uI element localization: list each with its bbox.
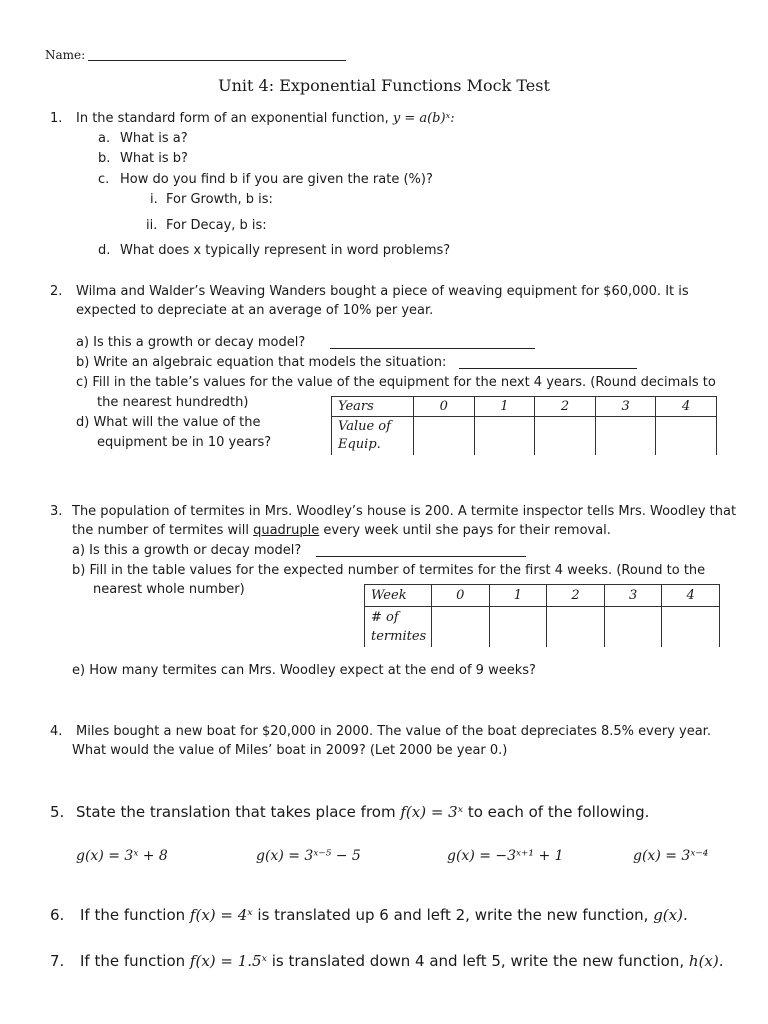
q2-table-cell: 2 [535, 397, 596, 417]
q3-line1: The population of termites in Mrs. Woodley’s house is 200. A termite inspector tells Mrs. Woodley that [72, 504, 737, 519]
q2-table-input-cell[interactable] [414, 417, 475, 455]
q5-text [76, 803, 649, 821]
q3-number: 3. [50, 504, 63, 519]
q4-line1: Miles bought a new boat for $20,000 in 2000. The value of the boat depreciates 8.5% every year. [76, 724, 711, 739]
q3-table-cell: 0 [432, 585, 490, 607]
q3-table-value-row [365, 607, 720, 647]
q6-text-pre: If the function [80, 906, 186, 924]
q3-table-input-cell[interactable] [489, 607, 547, 647]
q5-function: f(x) = 3ˣ [400, 803, 464, 821]
q3-table-input-cell[interactable] [547, 607, 605, 647]
q5-option-1: g(x) = 3ˣ + 8 [76, 848, 168, 864]
q3-table [364, 584, 720, 647]
q2a-answer-line[interactable] [330, 348, 535, 349]
q7-text [80, 952, 724, 970]
q6-text-post: is translated up 6 and left 2, write the new function, [257, 906, 649, 924]
q5-option-4: g(x) = 3ˣ⁻⁴ [633, 848, 709, 864]
q3-table-cell: Week [365, 585, 432, 607]
q1-stem: In the standard form of an exponential function, [76, 111, 389, 126]
q3-table-header-row [365, 585, 720, 607]
q2a-text: a) Is this a growth or decay model? [76, 335, 306, 350]
q3e-text: e) How many termites can Mrs. Woodley expect at the end of 9 weeks? [72, 663, 536, 678]
q3-table-cell: 2 [547, 585, 605, 607]
q3-line2-underlined: quadruple [253, 523, 320, 538]
q3a-answer-line[interactable] [316, 556, 526, 557]
q3-table-row-label [365, 607, 432, 647]
q6-text [80, 906, 688, 924]
q6-function: f(x) = 4ˣ [189, 906, 253, 924]
q3-line2 [72, 523, 611, 538]
q1cii-label: ii. [146, 218, 158, 233]
q3-table-input-cell[interactable] [432, 607, 490, 647]
q2-table [331, 396, 717, 455]
q1c-label: c. [98, 172, 110, 187]
q6-target-function: g(x). [653, 906, 688, 924]
q2-table-cell: Years [332, 397, 414, 417]
q1-formula: y = a(b)ˣ: [392, 111, 455, 126]
q1ci-text: For Growth, b is: [166, 192, 273, 207]
q2-table-input-cell[interactable] [474, 417, 535, 455]
q2-line1: Wilma and Walder’s Weaving Wanders bought a piece of weaving equipment for $60,000. It is [76, 284, 689, 299]
q7-target-function: h(x). [688, 952, 724, 970]
q2-table-row-label [332, 417, 414, 455]
q2d-line1: d) What will the value of the [76, 415, 261, 430]
q2b-text: b) Write an algebraic equation that models the situation: [76, 355, 447, 370]
q2c-line1: c) Fill in the table’s values for the value of the equipment for the next 4 years. (Round decimals to [76, 375, 716, 390]
q3-table-cell: 3 [604, 585, 662, 607]
q2-table-cell: 1 [474, 397, 535, 417]
q4-line2: What would the value of Miles’ boat in 2009? (Let 2000 be year 0.) [72, 743, 508, 758]
q7-function: f(x) = 1.5ˣ [189, 952, 267, 970]
q4-number: 4. [50, 724, 63, 739]
q7-text-post: is translated down 4 and left 5, write the new function, [271, 952, 685, 970]
q1d-label: d. [98, 243, 111, 258]
q2-table-row-label-line2: Equip. [338, 436, 381, 452]
q6-number: 6. [50, 906, 65, 924]
q3-table-cell: 1 [489, 585, 547, 607]
q3-table-input-cell[interactable] [662, 607, 720, 647]
q2c-line2: the nearest hundredth) [97, 395, 249, 410]
name-label: Name: [45, 48, 86, 62]
q2b-answer-line[interactable] [459, 368, 637, 369]
q2-table-cell: 4 [656, 397, 717, 417]
q1d-text: What does x typically represent in word problems? [120, 243, 451, 258]
q2-table-row-label-line1: Value of [338, 418, 391, 434]
q3b-line1: b) Fill in the table values for the expected number of termites for the first 4 weeks. (Round to the [72, 563, 706, 578]
q2-table-cell: 3 [595, 397, 656, 417]
q3-table-row-label-line1: # of [371, 609, 399, 625]
q3b-line2: nearest whole number) [93, 582, 245, 597]
q1b-label: b. [98, 151, 111, 166]
q2-table-header-row [332, 397, 717, 417]
q2-table-value-row [332, 417, 717, 455]
q2-number: 2. [50, 284, 63, 299]
page-title: Unit 4: Exponential Functions Mock Test [218, 76, 550, 95]
q1ci-label: i. [150, 192, 158, 207]
q2d-line2: equipment be in 10 years? [97, 435, 272, 450]
q5-text-pre: State the translation that takes place from [76, 803, 396, 821]
q1cii-text: For Decay, b is: [166, 218, 267, 233]
q1-number: 1. [50, 111, 63, 126]
q3-table-input-cell[interactable] [604, 607, 662, 647]
q2-line2: expected to depreciate at an average of 10% per year. [76, 303, 434, 318]
q7-text-pre: If the function [80, 952, 186, 970]
q1c-text: How do you find b if you are given the rate (%)? [120, 172, 433, 187]
q1a-label: a. [98, 131, 111, 146]
q5-text-post: to each of the following. [467, 803, 650, 821]
q2-table-input-cell[interactable] [535, 417, 596, 455]
q5-option-2: g(x) = 3ˣ⁻⁵ − 5 [256, 848, 361, 864]
q3a-text: a) Is this a growth or decay model? [72, 543, 302, 558]
q5-number: 5. [50, 803, 65, 821]
q2-table-input-cell[interactable] [595, 417, 656, 455]
q1-text [76, 111, 455, 126]
q3-line2-post: every week until she pays for their removal. [319, 523, 611, 538]
name-field[interactable] [88, 60, 346, 61]
q3-line2-pre: the number of termites will [72, 523, 254, 538]
q5-option-3: g(x) = −3ˣ⁺¹ + 1 [447, 848, 564, 864]
q3-table-cell: 4 [662, 585, 720, 607]
q1a-text: What is a? [120, 131, 188, 146]
q1b-text: What is b? [120, 151, 188, 166]
q3-table-row-label-line2: termites [371, 628, 427, 644]
q2-table-cell: 0 [414, 397, 475, 417]
q7-number: 7. [50, 952, 65, 970]
q2-table-input-cell[interactable] [656, 417, 717, 455]
